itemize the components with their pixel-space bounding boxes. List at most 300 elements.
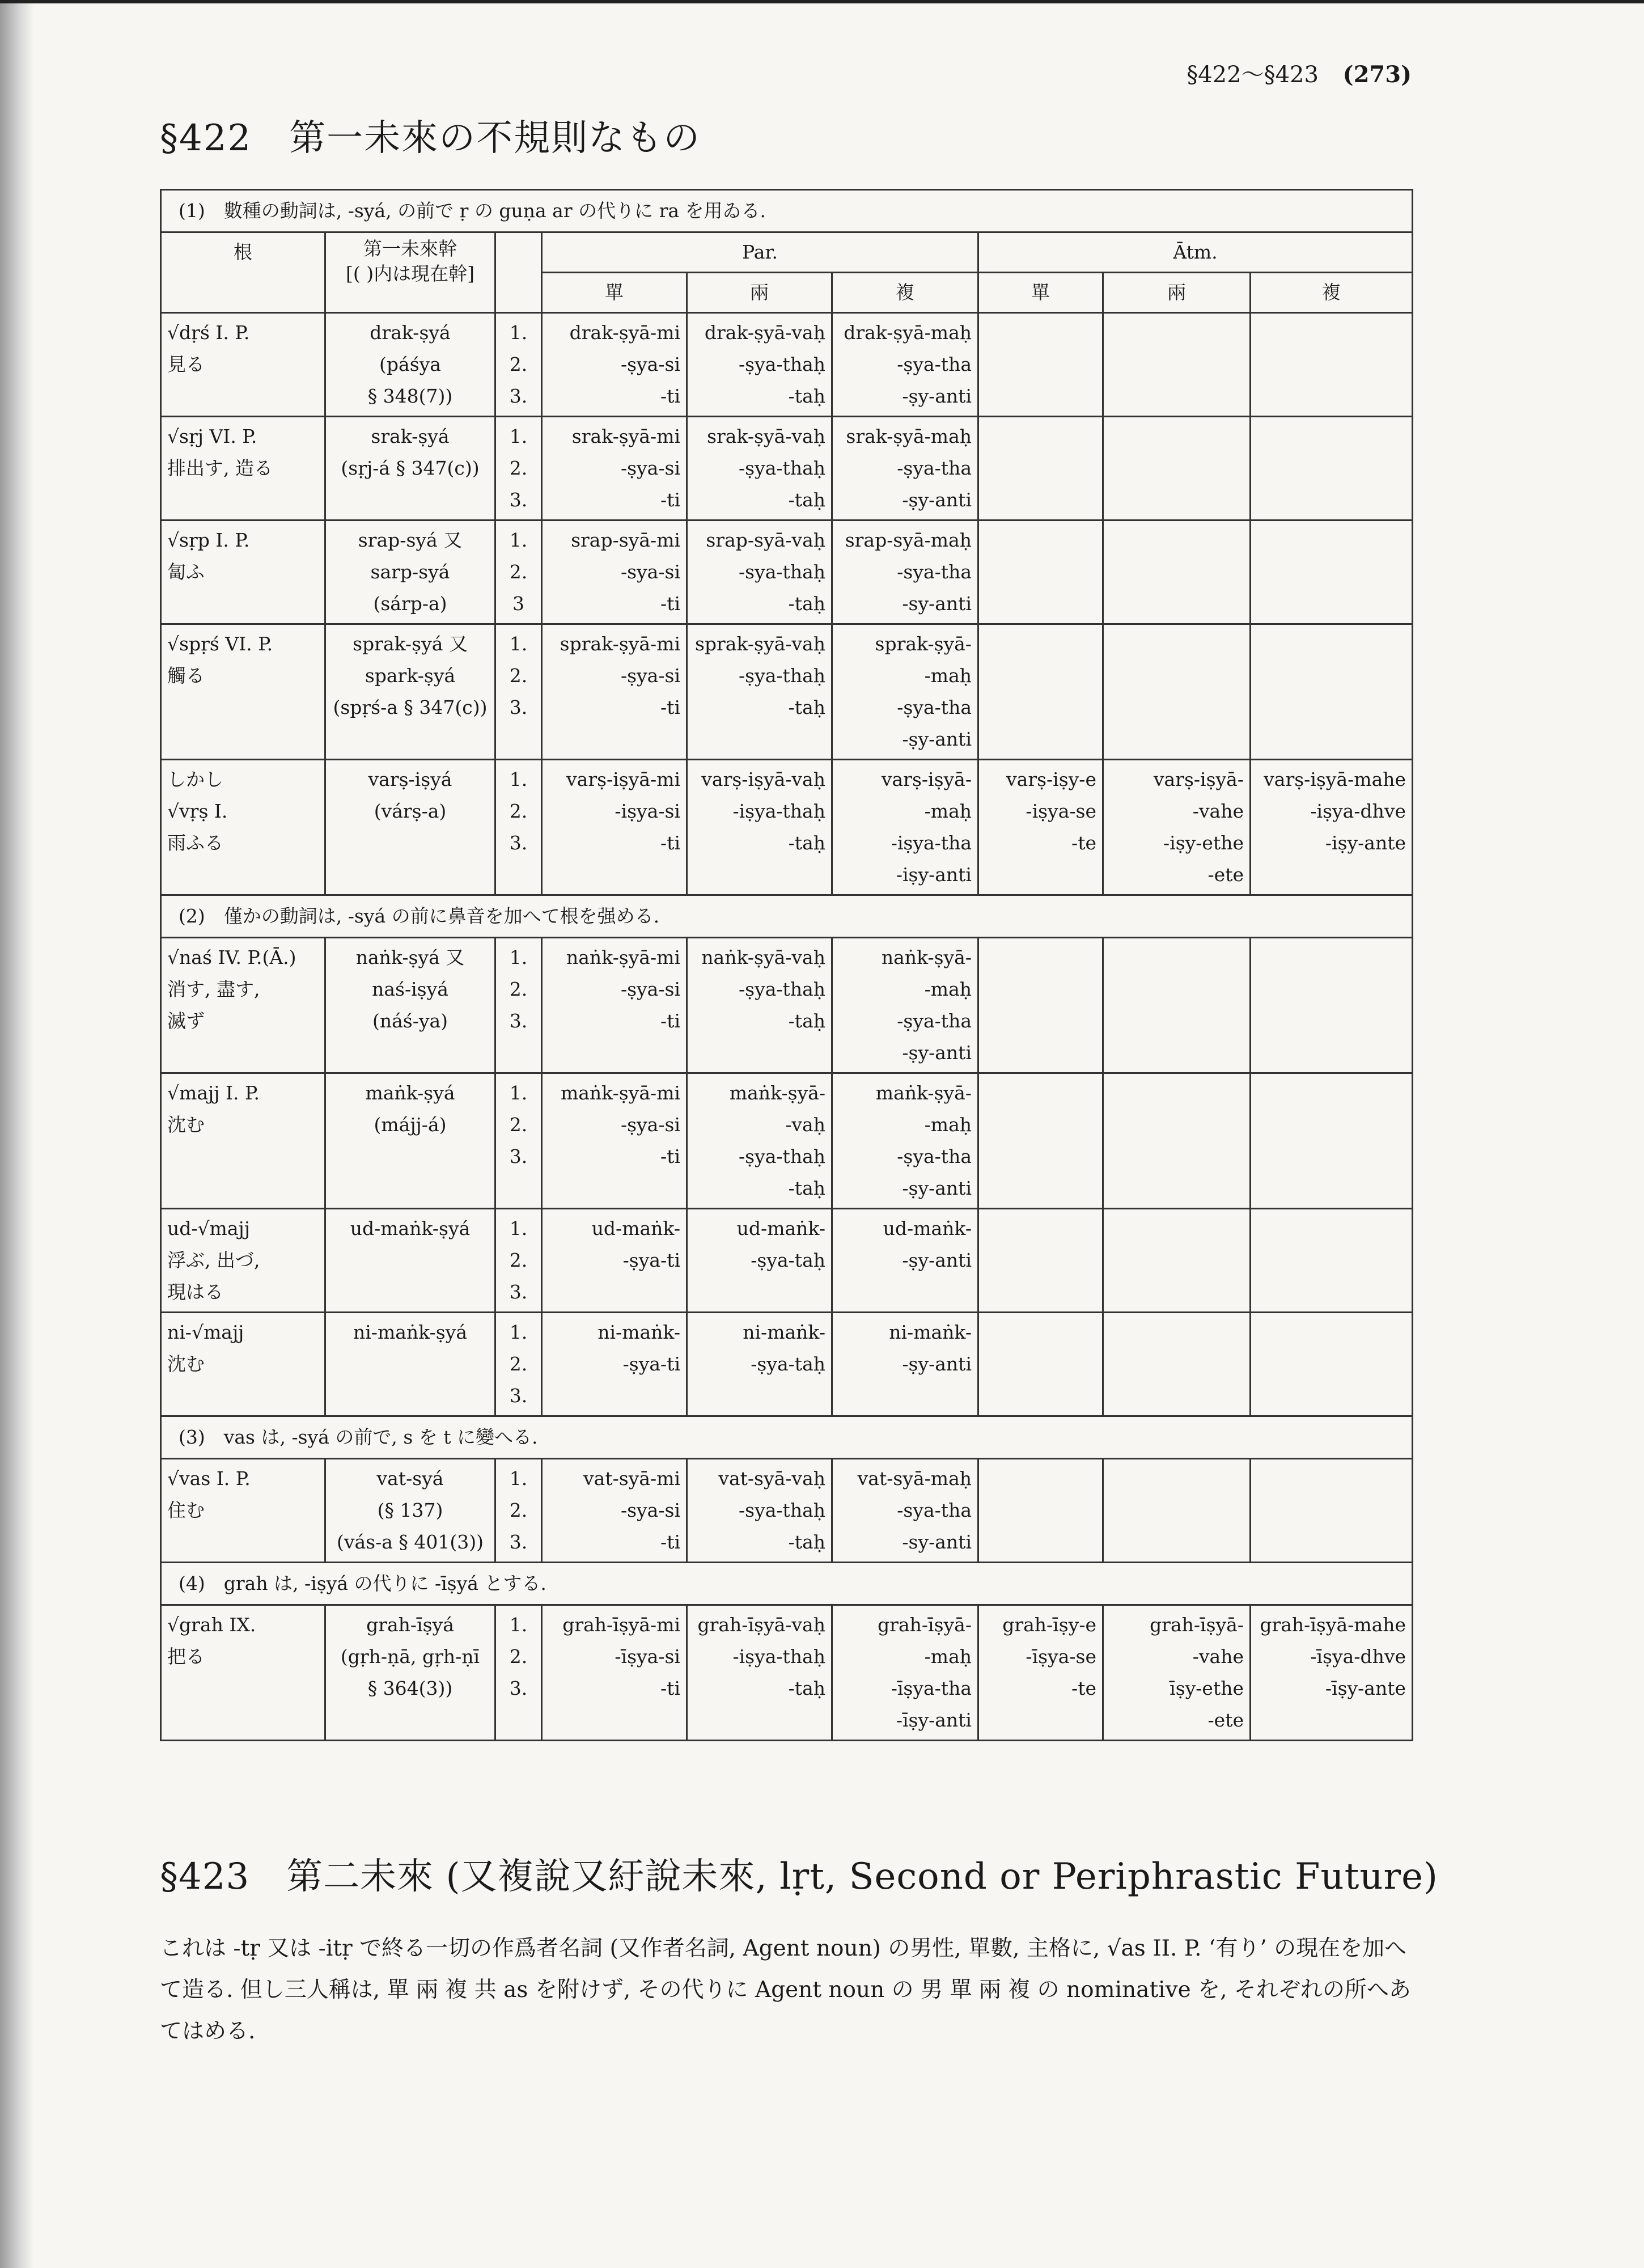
root-cell-line: √vṛṣ I.	[167, 800, 228, 822]
par-singular-cell-line: drak-ṣyā-mi	[569, 321, 680, 344]
person-number-cell-line: 2.	[509, 1353, 528, 1375]
par-singular-cell	[542, 417, 687, 521]
par-plural-cell-line: -sy-anti	[902, 593, 972, 615]
person-number-cell-line: 1.	[509, 1082, 528, 1104]
par-dual-cell-line: -taḥ	[788, 593, 825, 615]
par-plural-cell-line: drak-ṣyā-maḥ	[844, 321, 972, 344]
par-singular-cell	[542, 760, 687, 895]
header-root: 根	[161, 232, 325, 313]
par-dual-cell	[687, 1209, 832, 1313]
par-pl-header: 複	[832, 273, 978, 313]
root-cell-line: ni-√majj	[167, 1321, 244, 1343]
atm-plural-cell	[1251, 1209, 1413, 1313]
par-plural-cell	[832, 1313, 978, 1416]
person-number-cell-line: 3.	[509, 832, 528, 854]
par-singular-cell	[542, 624, 687, 760]
person-number-cell-line: 2.	[509, 1645, 528, 1668]
stem-cell-line: ud-maṅk-ṣyá	[350, 1217, 471, 1239]
par-plural-cell-line: -īṣya-tha	[891, 1677, 972, 1699]
par-singular-cell-line: varṣ-iṣyā-mi	[566, 768, 680, 790]
par-plural-cell-line: -maḥ	[924, 665, 972, 687]
par-dual-cell	[687, 521, 832, 624]
par-plural-cell-line: grah-īṣyā-	[878, 1614, 972, 1636]
par-dual-cell-line: -iṣya-thaḥ	[732, 800, 825, 822]
root-cell-line: 滅ず	[167, 1010, 205, 1032]
header-atmanepada: Ātm.	[978, 232, 1413, 273]
par-plural-cell-line: -ṣya-tha	[897, 1010, 972, 1032]
stem-cell-line: (náś-ya)	[372, 1010, 448, 1032]
par-plural-cell-line: -ṣy-anti	[902, 1177, 972, 1199]
atm-dual-cell	[1103, 1459, 1251, 1563]
person-number-cell-line: 1.	[509, 529, 528, 551]
par-dual-cell	[687, 417, 832, 521]
par-dual-cell-line: -iṣya-thaḥ	[732, 1645, 825, 1668]
par-dual-cell-line: -taḥ	[788, 1531, 825, 1553]
atm-plural-cell	[1251, 760, 1413, 895]
par-singular-cell-line: -iṣya-si	[615, 800, 680, 822]
person-number-cell-line: 2.	[509, 353, 528, 375]
par-dual-cell-line: vat-syā-vaḥ	[718, 1467, 825, 1490]
atm-dual-cell	[1103, 417, 1251, 521]
par-dual-cell-line: srap-syā-vaḥ	[706, 529, 825, 551]
person-number-cell-line: 3.	[509, 1531, 528, 1553]
par-singular-cell-line: -ti	[660, 1677, 680, 1699]
group-note: (2) 僅かの動詞は, -syá の前に鼻音を加へて根を强める.	[161, 895, 1413, 938]
par-singular-cell-line: -ti	[660, 1145, 680, 1167]
person-number-cell-line: 3.	[509, 1385, 528, 1407]
table-row	[161, 624, 1413, 760]
par-dual-cell-line: -taḥ	[788, 1177, 825, 1199]
atm-du-header: 兩	[1103, 273, 1251, 313]
par-singular-cell-line: vat-syā-mi	[583, 1467, 680, 1490]
par-dual-cell-line: -ṣya-thaḥ	[739, 665, 825, 687]
par-plural-cell-line: srak-ṣyā-maḥ	[846, 425, 972, 447]
par-plural-cell-line: vat-syā-maḥ	[857, 1467, 972, 1490]
par-dual-cell-line: -ṣya-thaḥ	[739, 457, 825, 479]
par-dual-cell-line: sprak-ṣyā-vaḥ	[694, 633, 825, 655]
person-number-cell-line: 3.	[509, 1145, 528, 1167]
par-plural-cell-line: -ṣy-anti	[902, 1042, 972, 1064]
stem-cell-line: (sárp-a)	[373, 593, 447, 615]
par-plural-cell-line: ni-maṅk-	[889, 1321, 972, 1343]
par-plural-cell-line: -ṣy-anti	[902, 385, 972, 407]
header-stem-line1: 第一未來幹	[363, 238, 457, 260]
group-note-row	[161, 1416, 1413, 1459]
par-singular-cell-line: -ti	[660, 593, 680, 615]
root-cell-line: √naś IV. P.(Ā.)	[167, 946, 296, 968]
par-dual-cell-line: -vaḥ	[785, 1114, 825, 1136]
par-du-header: 兩	[687, 273, 832, 313]
par-singular-cell-line: maṅk-ṣyā-mi	[560, 1082, 680, 1104]
par-dual-cell-line: naṅk-ṣyā-vaḥ	[701, 946, 825, 968]
stem-cell-line: (gṛh-ṇā, gṛh-ṇī	[340, 1645, 480, 1668]
par-dual-cell-line: -sya-thaḥ	[739, 561, 825, 583]
table-row	[161, 1073, 1413, 1209]
par-singular-cell-line: -ti	[660, 489, 680, 511]
person-number-cell-line: 1.	[509, 1321, 528, 1343]
root-cell-line: 匐ふ	[167, 561, 205, 583]
person-number-cell-line: 3.	[509, 1010, 528, 1032]
par-singular-cell	[542, 521, 687, 624]
root-cell-line: √spṛś VI. P.	[167, 633, 273, 655]
person-number-cell-line: 2.	[509, 1114, 528, 1136]
par-plural-cell-line: -ṣya-tha	[897, 1145, 972, 1167]
par-singular-cell	[542, 1605, 687, 1741]
table-row	[161, 1313, 1413, 1416]
par-dual-cell-line: -taḥ	[788, 696, 825, 718]
stem-cell	[325, 1313, 495, 1416]
stem-cell	[325, 1073, 495, 1209]
par-plural-cell-line: -ṣya-tha	[897, 353, 972, 375]
atm-singular-cell-line: -īṣya-se	[1026, 1645, 1096, 1668]
par-plural-cell-line: -maḥ	[924, 1114, 972, 1136]
atm-dual-cell	[1103, 313, 1251, 417]
par-dual-cell-line: -sya-thaḥ	[739, 1499, 825, 1521]
atm-dual-cell-line: īṣy-ethe	[1170, 1677, 1244, 1699]
par-singular-cell-line: -ṣya-si	[620, 665, 680, 687]
stem-cell	[325, 313, 495, 417]
par-singular-cell-line: naṅk-ṣyā-mi	[566, 946, 680, 968]
stem-cell-line: (várṣ-a)	[374, 800, 447, 822]
stem-cell	[325, 760, 495, 895]
par-dual-cell-line: -ṣya-thaḥ	[739, 1145, 825, 1167]
atm-singular-cell	[978, 417, 1103, 521]
par-dual-cell-line: -ṣya-taḥ	[751, 1249, 825, 1271]
atm-dual-cell	[1103, 760, 1251, 895]
par-singular-cell-line: srak-ṣyā-mi	[571, 425, 680, 447]
person-number-cell	[495, 417, 542, 521]
root-cell-line: 見る	[167, 353, 205, 375]
atm-singular-cell	[978, 521, 1103, 624]
par-singular-cell-line: -ṣya-si	[620, 978, 680, 1000]
par-singular-cell-line: -ti	[660, 696, 680, 718]
par-dual-cell-line: -ṣya-taḥ	[751, 1353, 825, 1375]
root-cell	[161, 521, 325, 624]
par-dual-cell	[687, 624, 832, 760]
root-cell-line: 沈む	[167, 1114, 205, 1136]
par-plural-cell	[832, 313, 978, 417]
par-dual-cell	[687, 1459, 832, 1563]
atm-plural-cell-line: varṣ-iṣyā-mahe	[1264, 768, 1406, 790]
par-plural-cell-line: -sya-tha	[897, 1499, 972, 1521]
person-number-cell	[495, 521, 542, 624]
atm-plural-cell-line: grah-īṣyā-mahe	[1260, 1614, 1406, 1636]
atm-dual-cell-line: -ete	[1207, 1709, 1244, 1731]
par-dual-cell-line: -ṣya-thaḥ	[739, 978, 825, 1000]
header-stem-line2: [( )内は現在幹]	[346, 263, 474, 285]
stem-cell-line: spark-ṣyá	[365, 665, 456, 687]
par-plural-cell-line: naṅk-ṣyā-	[881, 946, 972, 968]
par-plural-cell-line: varṣ-iṣyā-	[881, 768, 972, 790]
par-plural-cell-line: -ṣya-tha	[897, 457, 972, 479]
par-plural-cell-line: -maḥ	[924, 800, 972, 822]
atm-plural-cell	[1251, 938, 1413, 1073]
atm-singular-cell-line: varṣ-iṣy-e	[1006, 768, 1096, 790]
stem-cell-line: vat-syá	[376, 1467, 444, 1490]
par-dual-cell-line: grah-īṣyā-vaḥ	[697, 1614, 825, 1636]
par-plural-cell-line: -sya-tha	[897, 561, 972, 583]
table-row	[161, 1459, 1413, 1563]
stem-cell-line: (páśya	[379, 353, 441, 375]
atm-dual-cell	[1103, 1209, 1251, 1313]
par-plural-cell	[832, 624, 978, 760]
par-singular-cell-line: sprak-ṣyā-mi	[560, 633, 680, 655]
par-dual-cell-line: drak-ṣyā-vaḥ	[704, 321, 825, 344]
person-number-cell-line: 2.	[509, 1249, 528, 1271]
par-dual-cell-line: varṣ-iṣyā-vaḥ	[701, 768, 825, 790]
table-row	[161, 313, 1413, 417]
atm-singular-cell	[978, 1313, 1103, 1416]
atm-dual-cell-line: -ete	[1207, 864, 1244, 886]
atm-singular-cell	[978, 938, 1103, 1073]
running-head	[1187, 57, 1412, 89]
stem-cell	[325, 521, 495, 624]
par-plural-cell	[832, 1459, 978, 1563]
atm-singular-cell	[978, 313, 1103, 417]
atm-dual-cell-line: -iṣy-ethe	[1163, 832, 1244, 854]
stem-cell	[325, 1605, 495, 1741]
par-dual-cell	[687, 760, 832, 895]
par-singular-cell	[542, 313, 687, 417]
person-number-cell	[495, 313, 542, 417]
header-parasmaipada: Par.	[542, 232, 978, 273]
atm-singular-cell	[978, 1209, 1103, 1313]
root-cell	[161, 1605, 325, 1741]
root-cell-line: √dṛś I. P.	[167, 321, 250, 344]
running-head-sections: §422〜§423	[1187, 62, 1319, 88]
table-row	[161, 417, 1413, 521]
par-dual-cell	[687, 1073, 832, 1209]
person-number-cell-line: 1.	[509, 1467, 528, 1490]
person-number-cell-line: 3	[512, 593, 524, 615]
section-423-title: §423 第二未來 (又複說又紆說未來, lṛt, Second or Periphrastic Future)	[160, 1856, 1438, 1898]
par-plural-cell	[832, 1073, 978, 1209]
section-423-paragraph: これは -tṛ 又は -itṛ で終る一切の作爲者名詞 (又作者名詞, Agent noun) の男性, 單數, 主格に, √as II. P. ‘有り’ の現在を加へて造る. 但し三人稱は, 單 兩 複 共 as を附けず, その代りに Agent noun の 男 單 兩 複 の nominative を, それぞれの所へあてはめる.	[160, 1936, 1411, 2044]
stem-cell-line: naś-iṣyá	[372, 978, 448, 1000]
root-cell	[161, 1313, 325, 1416]
par-singular-cell	[542, 1459, 687, 1563]
person-number-cell	[495, 938, 542, 1073]
root-cell-line: 浮ぶ, 出づ,	[167, 1249, 260, 1271]
atm-dual-cell	[1103, 521, 1251, 624]
person-number-cell	[495, 760, 542, 895]
person-number-cell	[495, 1605, 542, 1741]
person-number-cell-line: 1.	[509, 946, 528, 968]
root-cell-line: √sṛp I. P.	[167, 529, 250, 551]
par-singular-cell-line: -ti	[660, 1010, 680, 1032]
atm-dual-cell-line: varṣ-iṣyā-	[1153, 768, 1244, 790]
atm-plural-cell	[1251, 624, 1413, 760]
stem-cell-line: naṅk-ṣyá 又	[355, 946, 465, 968]
table-row	[161, 760, 1413, 895]
atm-dual-cell	[1103, 1073, 1251, 1209]
atm-dual-cell	[1103, 1313, 1251, 1416]
par-plural-cell-line: -īṣy-anti	[896, 1709, 972, 1731]
par-singular-cell-line: -sya-si	[620, 1499, 680, 1521]
root-cell-line: ud-√majj	[167, 1217, 250, 1239]
table-row	[161, 1605, 1413, 1741]
root-cell	[161, 624, 325, 760]
atm-plural-cell	[1251, 1605, 1413, 1741]
atm-singular-cell-line: -te	[1071, 1677, 1096, 1699]
conjugation-table	[160, 189, 1413, 1741]
person-number-cell-line: 1.	[509, 425, 528, 447]
root-cell-line: √sṛj VI. P.	[167, 425, 257, 447]
atm-dual-cell	[1103, 624, 1251, 760]
stem-cell-line: sarp-syá	[370, 561, 450, 583]
atm-plural-cell-line: -īṣya-dhve	[1310, 1645, 1406, 1668]
stem-cell-line: srak-ṣyá	[371, 425, 450, 447]
person-number-cell-line: 3.	[509, 1281, 528, 1303]
atm-singular-cell-line: -te	[1071, 832, 1096, 854]
person-number-cell-line: 3.	[509, 696, 528, 718]
atm-sg-header: 單	[978, 273, 1103, 313]
par-sg-header: 單	[542, 273, 687, 313]
par-plural-cell-line: ud-maṅk-	[883, 1217, 972, 1239]
group-note: (4) grah は, -iṣyá の代りに -īṣyá とする.	[161, 1563, 1413, 1605]
par-dual-cell-line: -ṣya-thaḥ	[739, 353, 825, 375]
par-plural-cell-line: -ṣya-tha	[897, 696, 972, 718]
par-plural-cell-line: -iṣy-anti	[896, 864, 972, 886]
person-number-cell	[495, 624, 542, 760]
person-number-cell-line: 2.	[509, 457, 528, 479]
par-singular-cell	[542, 1313, 687, 1416]
par-singular-cell-line: -ṣya-si	[620, 457, 680, 479]
person-number-cell-line: 3.	[509, 489, 528, 511]
atm-singular-cell	[978, 1073, 1103, 1209]
atm-singular-cell-line: -iṣya-se	[1026, 800, 1096, 822]
stem-cell-line: srap-syá 又	[358, 529, 463, 551]
par-plural-cell-line: -iṣya-tha	[891, 832, 972, 854]
par-dual-cell-line: -taḥ	[788, 385, 825, 407]
stem-cell-line: (sṛj-á § 347(c))	[341, 457, 480, 479]
root-cell-line: 現はる	[167, 1281, 223, 1303]
atm-pl-header: 複	[1251, 273, 1413, 313]
person-number-cell-line: 2.	[509, 1499, 528, 1521]
atm-dual-cell-line: -vahe	[1192, 800, 1244, 822]
atm-plural-cell	[1251, 1459, 1413, 1563]
group-note: (1) 數種の動詞は, -syá, の前で ṛ の guṇa ar の代りに ra を用ゐる.	[161, 190, 1413, 232]
par-plural-cell-line: -maḥ	[924, 1645, 972, 1668]
stem-cell-line: maṅk-ṣyá	[365, 1082, 455, 1104]
par-singular-cell-line: srap-syā-mi	[571, 529, 680, 551]
group-note: (3) vas は, -syá の前で, s を t に變へる.	[161, 1416, 1413, 1459]
stem-cell-line: sprak-ṣyá 又	[353, 633, 468, 655]
par-dual-cell-line: -taḥ	[788, 1677, 825, 1699]
par-singular-cell-line: -ṣya-si	[620, 353, 680, 375]
table-row	[161, 521, 1413, 624]
par-dual-cell-line: maṅk-ṣyā-	[729, 1082, 825, 1104]
stem-cell-line: grah-īṣyá	[366, 1614, 454, 1636]
atm-singular-cell	[978, 1459, 1103, 1563]
par-singular-cell-line: -ti	[660, 1531, 680, 1553]
root-cell	[161, 938, 325, 1073]
root-cell	[161, 760, 325, 895]
par-singular-cell-line: -sya-si	[620, 561, 680, 583]
par-singular-cell-line: -ṣya-ti	[622, 1353, 680, 1375]
par-plural-cell-line: -ṣy-anti	[902, 1249, 972, 1271]
stem-cell-line: ni-maṅk-ṣyá	[353, 1321, 467, 1343]
atm-singular-cell-line: grah-īṣy-e	[1002, 1614, 1096, 1636]
root-cell	[161, 1073, 325, 1209]
par-singular-cell	[542, 1073, 687, 1209]
atm-dual-cell-line: -vahe	[1192, 1645, 1244, 1668]
root-cell	[161, 1209, 325, 1313]
stem-cell	[325, 417, 495, 521]
stem-cell-line: (vás-a § 401(3))	[336, 1531, 484, 1553]
stem-cell	[325, 1209, 495, 1313]
stem-cell	[325, 1459, 495, 1563]
group-note-row	[161, 1563, 1413, 1605]
person-number-cell-line: 1.	[509, 321, 528, 344]
root-cell	[161, 313, 325, 417]
header-number-blank	[495, 232, 542, 313]
par-plural-cell-line: -sy-anti	[902, 1531, 972, 1553]
person-number-cell-line: 1.	[509, 768, 528, 790]
person-number-cell-line: 2.	[509, 978, 528, 1000]
root-cell-line: 排出す, 造る	[167, 457, 273, 479]
stem-cell-line: (§ 137)	[377, 1499, 443, 1521]
par-singular-cell-line: -ti	[660, 385, 680, 407]
stem-cell-line: § 348(7))	[367, 385, 453, 407]
table-row	[161, 1209, 1413, 1313]
root-cell-line: しかし	[167, 768, 223, 790]
person-number-cell	[495, 1313, 542, 1416]
page-edge-shadow	[0, 0, 34, 2268]
atm-dual-cell	[1103, 938, 1251, 1073]
atm-singular-cell	[978, 1605, 1103, 1741]
par-plural-cell-line: -ṣy-anti	[902, 728, 972, 750]
stem-cell-line: varṣ-iṣyá	[368, 768, 452, 790]
top-rule	[0, 0, 1644, 3]
par-singular-cell-line: ud-maṅk-	[591, 1217, 680, 1239]
atm-plural-cell	[1251, 1073, 1413, 1209]
atm-plural-cell-line: -īṣy-ante	[1325, 1677, 1406, 1699]
par-singular-cell	[542, 1209, 687, 1313]
par-dual-cell	[687, 938, 832, 1073]
par-plural-cell-line: -ṣy-anti	[902, 489, 972, 511]
atm-plural-cell-line: -iṣy-ante	[1325, 832, 1406, 854]
root-cell-line: √vas I. P.	[167, 1467, 251, 1490]
person-number-cell-line: 1.	[509, 1217, 528, 1239]
par-plural-cell-line: -ṣy-anti	[902, 1353, 972, 1375]
par-singular-cell-line: -īṣya-si	[615, 1645, 680, 1668]
stem-cell	[325, 938, 495, 1073]
atm-plural-cell	[1251, 417, 1413, 521]
root-cell-line: 觸る	[167, 665, 205, 687]
par-plural-cell	[832, 1605, 978, 1741]
header-stem	[325, 232, 495, 313]
person-number-cell	[495, 1459, 542, 1563]
par-dual-cell-line: -taḥ	[788, 489, 825, 511]
group-note-row	[161, 190, 1413, 232]
par-dual-cell	[687, 1605, 832, 1741]
person-number-cell-line: 1.	[509, 633, 528, 655]
root-cell-line: √majj I. P.	[167, 1082, 260, 1104]
atm-dual-cell	[1103, 1605, 1251, 1741]
atm-dual-cell-line: grah-īṣyā-	[1150, 1614, 1244, 1636]
atm-singular-cell	[978, 624, 1103, 760]
atm-singular-cell	[978, 760, 1103, 895]
page-number: (273)	[1342, 61, 1412, 88]
par-plural-cell-line: sprak-ṣyā-	[875, 633, 972, 655]
root-cell-line: 把る	[167, 1645, 205, 1668]
par-plural-cell	[832, 417, 978, 521]
par-plural-cell-line: -maḥ	[924, 978, 972, 1000]
atm-plural-cell-line: -iṣya-dhve	[1310, 800, 1406, 822]
par-plural-cell-line: srap-syā-maḥ	[845, 529, 972, 551]
root-cell-line: 消す, 盡す,	[167, 978, 260, 1000]
